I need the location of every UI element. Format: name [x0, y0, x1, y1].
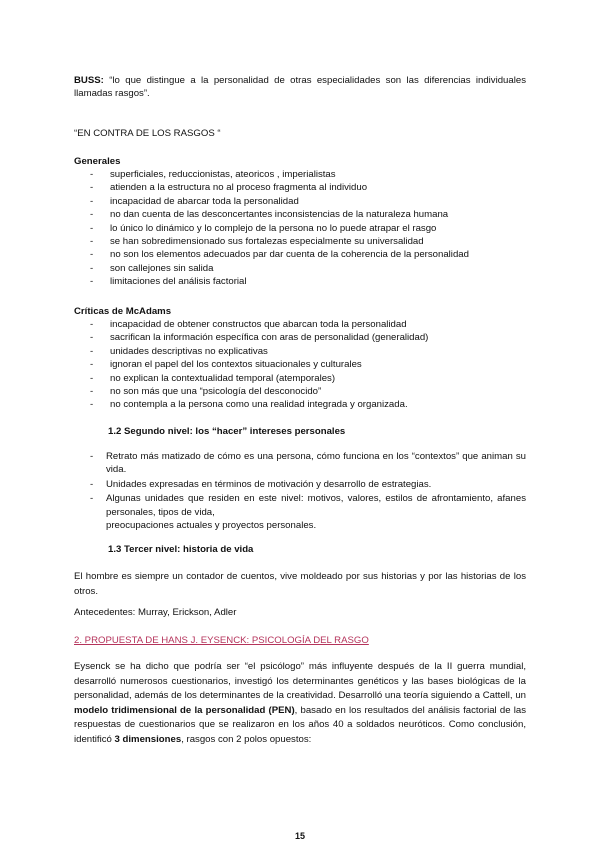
list-item: - incapacidad de abarcar toda la personalidad: [90, 195, 299, 207]
criticas-list: [74, 318, 526, 412]
list-item: - se han sobredimensionado sus fortalezas especialmente su universalidad: [90, 236, 424, 248]
list-item: - lo único lo dinámico y lo complejo de la persona no lo puede atrapar el rasgo: [90, 222, 437, 234]
list-item: - limitaciones del análisis factorial: [90, 276, 247, 288]
nivel2-title: 1.2 Segundo nivel: los “hacer” intereses personales: [108, 426, 346, 437]
list-item: - no explican la contextualidad temporal (atemporales): [90, 372, 336, 384]
list-item: - ignoran el papel del los contextos situacionales y culturales: [90, 359, 362, 371]
list-item: - Unidades expresadas en términos de motivación y desarrollo de estrategias.: [90, 478, 432, 490]
buss-quote: [74, 74, 526, 101]
list-item-continuation: preocupaciones actuales y proyectos personales.: [106, 520, 317, 532]
list-item: - incapacidad de obtener constructos que abarcan toda la personalidad: [90, 319, 407, 330]
list-item: - no dan cuenta de las desconcertantes inconsistencias de la naturaleza humana: [90, 209, 449, 221]
criticas-title: Críticas de McAdams: [74, 306, 172, 317]
list-item: - unidades descriptivas no explicativas: [90, 345, 268, 357]
buss-label: BUSS:: [74, 75, 104, 86]
list-item: - sacrifican la información específica con aras de personalidad (generalidad): [90, 332, 429, 344]
generales-title: Generales: [74, 156, 121, 167]
nivel3-title: 1.3 Tercer nivel: historia de vida: [108, 544, 254, 555]
buss-text: “lo que distingue a la personalidad de otras especialidades son las diferencias individuales llamadas rasgos”.: [74, 75, 526, 100]
list-item: - Algunas unidades que residen en este nivel: motivos, valores, estilos de afrontamiento, afanes personales, tipos de vida,: [90, 493, 526, 518]
list-item: - superficiales, reduccionistas, ateoricos , imperialistas: [90, 169, 336, 180]
list-item: - no son más que una “psicología del desconocido”: [90, 386, 322, 398]
list-item: - atienden a la estructura no al proceso fragmenta al individuo: [90, 182, 368, 194]
contra-heading: “EN CONTRA DE LOS RASGOS “: [74, 128, 221, 139]
list-item: - no contempla a la persona como una realidad integrada y organizada.: [90, 399, 408, 411]
list-item: - Retrato más matizado de cómo es una persona, cómo funciona en los “contextos” que animan su vida.: [90, 451, 526, 476]
antecedentes: Antecedentes: Murray, Erickson, Adler: [74, 607, 237, 618]
nivel3-text: El hombre es siempre un contador de cuentos, vive moldeado por sus historias y por las historias de los otros.: [74, 571, 526, 597]
nivel2-list: [74, 450, 526, 532]
section2-heading: 2. PROPUESTA DE HANS J. EYSENCK: PSICOLOGÍA DEL RASGO: [74, 635, 369, 646]
eysenck-paragraph: Eysenck se ha dicho que podría ser “el psicólogo” más influyente después de la II guerra mundial, desarrolló numerosos cuestionarios, investigó los determinantes genéticos y las bases biológicas de la personalidad, además de los determinantes de la creatividad. Desarrolló una teoría siguiendo a Cattell, un modelo tridimensional de la personalidad (PEN), basado en los resultados del análisis factorial de las respuestas de cuestionarios que se realizaron en los años 40 a soldados neuróticos. Como conclusión, identificó 3 dimensiones, rasgos con 2 polos opuestos:: [74, 661, 526, 745]
page-number: 15: [294, 831, 305, 841]
list-item: - no son los elementos adecuados par dar cuenta de la coherencia de la personalidad: [90, 249, 469, 261]
list-item: - son callejones sin salida: [90, 262, 214, 274]
generales-list: [74, 168, 526, 289]
